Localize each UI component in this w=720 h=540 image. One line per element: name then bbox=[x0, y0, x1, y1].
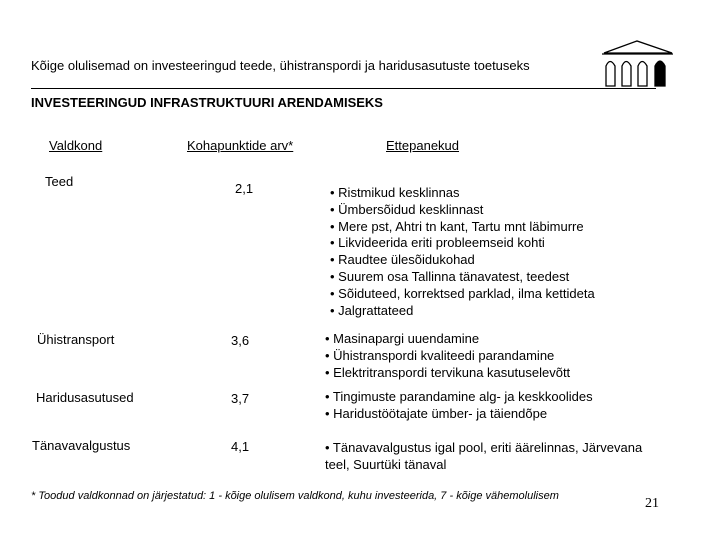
row-score: 4,1 bbox=[231, 439, 250, 454]
row-proposals bbox=[330, 185, 595, 319]
list-item: • Likvideerida eriti probleemseid kohti bbox=[330, 235, 545, 251]
building-columns-icon bbox=[600, 40, 675, 88]
footnote: * Toodud valdkonnad on järjestatud: 1 - kõige olulisem valdkond, kuhu investeerida, 7 - kõige vähemolulisem bbox=[31, 490, 559, 502]
row-score: 3,6 bbox=[231, 333, 250, 348]
list-item: • Ristmikud kesklinnas bbox=[330, 185, 460, 200]
row-score: 3,7 bbox=[231, 391, 250, 406]
list-item: teel, Suurtüki tänaval bbox=[325, 456, 447, 472]
list-item: • Sõiduteed, korrektsed parklad, ilma kettideta bbox=[330, 285, 595, 301]
column-header-area: Valdkond bbox=[49, 138, 103, 153]
list-item: • Jalgrattateed bbox=[330, 302, 414, 318]
row-area: Tänavavalgustus bbox=[32, 438, 131, 453]
page-number: 21 bbox=[645, 496, 659, 511]
row-proposals bbox=[325, 331, 570, 381]
list-item: • Raudtee ülesõidukohad bbox=[330, 252, 475, 268]
list-item: • Mere pst, Ahtri tn kant, Tartu mnt läbimurre bbox=[330, 218, 584, 234]
column-header-proposals: Ettepanekud bbox=[386, 138, 460, 153]
row-area: Ühistransport bbox=[37, 332, 115, 347]
list-item: • Suurem osa Tallinna tänavatest, teedest bbox=[330, 268, 570, 284]
row-area: Haridusasutused bbox=[36, 390, 134, 405]
column-header-score: Kohapunktide arv* bbox=[187, 138, 294, 153]
slide-title: Kõige olulisemad on investeeringud teede, ühistranspordi ja haridusasutuste toetuseks bbox=[31, 58, 530, 73]
list-item: • Masinapargi uuendamine bbox=[325, 331, 480, 346]
list-item: • Elektritranspordi tervikuna kasutuselevõtt bbox=[325, 364, 571, 380]
row-proposals bbox=[325, 389, 593, 423]
section-title: INVESTEERINGUD INFRASTRUKTUURI ARENDAMISEKS bbox=[31, 95, 383, 110]
row-proposals bbox=[325, 440, 642, 474]
row-area: Teed bbox=[45, 174, 74, 189]
row-score: 2,1 bbox=[235, 181, 254, 196]
header-divider bbox=[31, 88, 656, 89]
list-item: • Ühistranspordi kvaliteedi parandamine bbox=[325, 347, 555, 363]
list-item: • Tänavavalgustus igal pool, eriti äärelinnas, Järvevana bbox=[325, 440, 643, 455]
list-item: • Tingimuste parandamine alg- ja keskkoolides bbox=[325, 389, 593, 404]
list-item: • Haridustöötajate ümber- ja täiendõpe bbox=[325, 405, 548, 421]
list-item: • Ümbersõidud kesklinnast bbox=[330, 201, 484, 217]
